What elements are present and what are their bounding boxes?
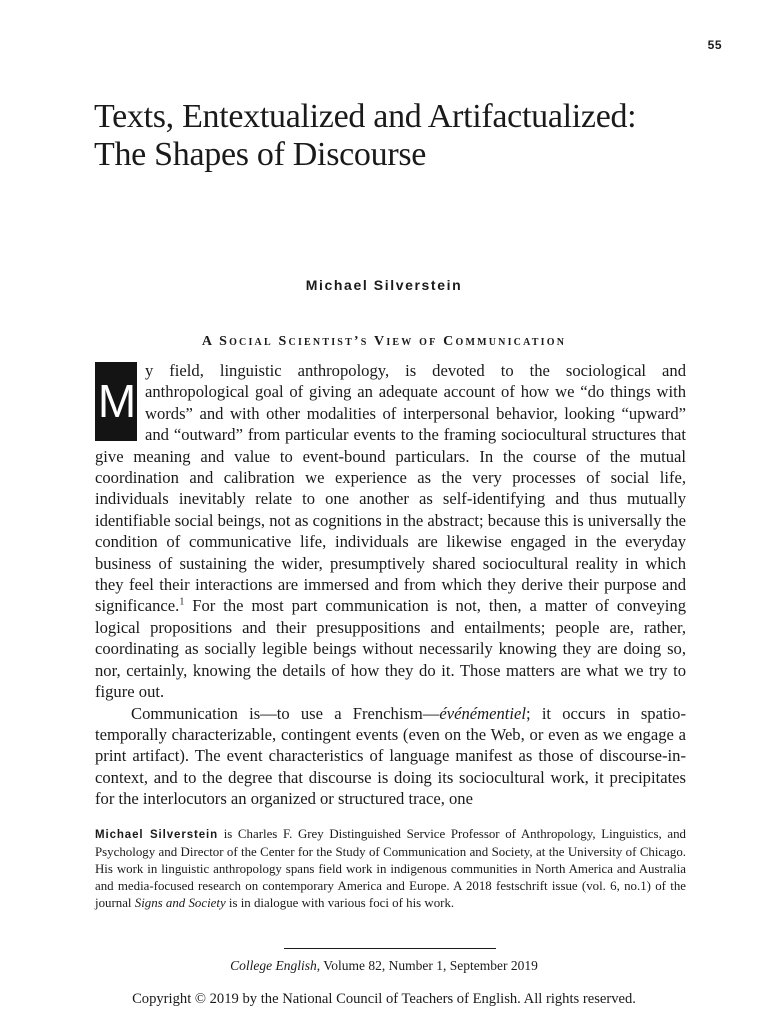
paragraph-2-text-end: ; it occurs in spatio-temporally characterizable, contingent events (even on the Web, or even as we engage a print artifact). The event characteristics of language manifest as those of discourse-in-context, and to the degree that discourse is doing its sociocultural work, it precipitates for the interlocutors an organized or structured trace, one <box>95 703 686 809</box>
title-line-1: Texts, Entextualized and Artifactualized: <box>94 98 637 135</box>
italic-term: événémentiel <box>439 703 527 723</box>
drop-cap: M <box>95 362 137 441</box>
section-heading: A Social Scientist’s View of Communication <box>201 334 567 349</box>
footnote-marker[interactable]: 1 <box>179 596 185 608</box>
journal-citation <box>0 958 768 974</box>
journal-name: College English <box>230 958 317 973</box>
author-name: Michael Silverstein <box>305 277 463 293</box>
paragraph-2-text-start: Communication is—to use a Frenchism— <box>131 703 440 723</box>
footer-rule <box>284 948 496 949</box>
paragraph-2 <box>95 703 686 810</box>
bio-text-end: is in dialogue with various foci of his work. <box>225 896 455 910</box>
article-body <box>95 360 686 810</box>
page-number: 55 <box>707 38 722 52</box>
title-line-2: The Shapes of Discourse <box>94 136 427 173</box>
bio-author-name: Michael Silverstein <box>95 829 219 841</box>
paragraph-1 <box>95 360 686 703</box>
paragraph-1-text: y field, linguistic anthropology, is devoted to the sociological and anthropological goal of giving an adequate account of how we “do things with words” and with other modalities of interpersonal behavior, looking “upward” and “outward” from particular events to the framing sociocultural structures that give meaning and value to event-bound particulars. In the course of the mutual coordination and calibration we experience as the very processes of social life, individuals inevitably relate to one another as self-identifying and thus mutually identifiable social beings, not as cognitions in the abstract; because this is universally the condition of communicative life, individuals are likewise engaged in the everyday business of sustaining the wider, presumptively shared sociocultural reality in which they feel their interactions are immersed and from which they derive their purpose and significance. <box>95 361 686 616</box>
bio-text-start: is Charles F. Grey Distinguished Service Professor of Anthropology, Linguistics, and Psychology and Director of the Center for the Study of Communication and Society, at the University of Chicago. His work in linguistic anthropology spans field work in indigenous communities in North America and Australia and media-focused research on contemporary America and Europe. A 2018 festschrift issue (vol. 6, no.1) of the journal <box>95 827 686 910</box>
paragraph-1-text-continued: For the most part communication is not, then, a matter of conveying logical propositions and their presuppositions and entailments; people are, rather, coordinating as socially legible beings without necessarily knowing they are doing so, nor, certainly, knowing the details of how they do it. Those matters are what we try to figure out. <box>95 596 686 702</box>
article-title <box>94 98 714 174</box>
author-bio <box>95 826 686 912</box>
bio-journal-title: Signs and Society <box>134 896 226 910</box>
journal-details: , Volume 82, Number 1, September 2019 <box>316 958 538 973</box>
copyright-notice: Copyright © 2019 by the National Council of Teachers of English. All rights reserved. <box>132 991 636 1007</box>
